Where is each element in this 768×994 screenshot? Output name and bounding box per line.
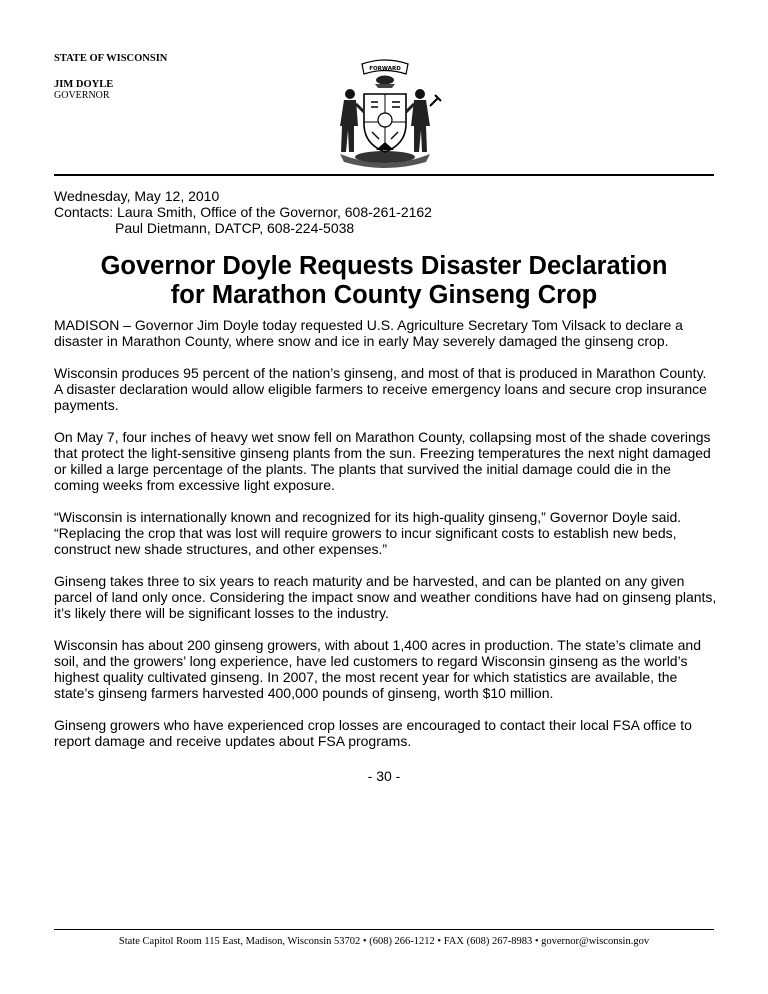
seal-motto: FORWARD	[369, 66, 401, 72]
paragraph: Wisconsin produces 95 percent of the nation’s ginseng, and most of that is produced in Marathon County. A disaster declaration would allow eligible farmers to receive emergency loans and secure crop insurance payments.	[54, 365, 707, 413]
paragraph: MADISON – Governor Jim Doyle today requested U.S. Agriculture Secretary Tom Vilsack to declare a disaster in Marathon County, where snow and ice in early May severely damaged the ginseng crop.	[54, 317, 683, 349]
governor-name: JIM DOYLE	[54, 79, 114, 90]
footer-divider	[54, 929, 714, 930]
paragraph: Wisconsin has about 200 ginseng growers, with about 1,400 acres in production. The state’s climate and soil, and the growers’ long experience, have led customers to regard Wisconsin ginseng as the world’s highest quality cultivated ginseng. In 2007, the most recent year for which statistics are available, the state’s ginseng farmers harvested 400,000 pounds of ginseng, worth $10 million.	[54, 637, 701, 701]
paragraph: “Wisconsin is internationally known and recognized for its high-quality ginseng,” Governor Doyle said. “Replacing the crop that was lost will require growers to incur significant costs to establish new beds, construct new shade structures, and other expenses.”	[54, 509, 682, 557]
paragraph: Ginseng growers who have experienced crop losses are encouraged to contact their local FSA office to report damage and receive updates about FSA programs.	[54, 717, 692, 749]
wisconsin-seal-icon	[326, 54, 444, 172]
header-divider	[54, 174, 714, 176]
paragraph: On May 7, four inches of heavy wet snow fell on Marathon County, collapsing most of the shade coverings that protect the light-sensitive ginseng plants from the sun. Freezing temperatures the next night damaged or killed a large percentage of the plants. The plants that survived the initial damage could die in the coming weeks from excessive light exposure.	[54, 429, 711, 493]
page-title	[54, 252, 714, 310]
article-body	[54, 317, 718, 765]
headline-line-2: for Marathon County Ginseng Crop	[170, 281, 598, 309]
contact-secondary: Paul Dietmann, DATCP, 608-224-5038	[115, 220, 355, 236]
contact-primary: Contacts: Laura Smith, Office of the Governor, 608-261-2162	[54, 204, 432, 220]
release-date: Wednesday, May 12, 2010	[54, 188, 220, 204]
paragraph: Ginseng takes three to six years to reach maturity and be harvested, and can be planted on any given parcel of land only once. Considering the impact snow and weather conditions have had on ginseng plants, it’s likely there will be significant losses to the industry.	[54, 573, 717, 621]
end-mark: - 30 -	[367, 768, 401, 784]
release-meta	[54, 188, 432, 236]
headline-line-1: Governor Doyle Requests Disaster Declaration	[100, 252, 668, 280]
governor-title: GOVERNOR	[54, 90, 110, 101]
letterhead-state: STATE OF WISCONSIN	[54, 53, 168, 64]
footer-address: State Capitol Room 115 East, Madison, Wisconsin 53702 • (608) 266-1212 • FAX (608) 267-8983 • governor@wisconsin.gov	[118, 936, 650, 947]
